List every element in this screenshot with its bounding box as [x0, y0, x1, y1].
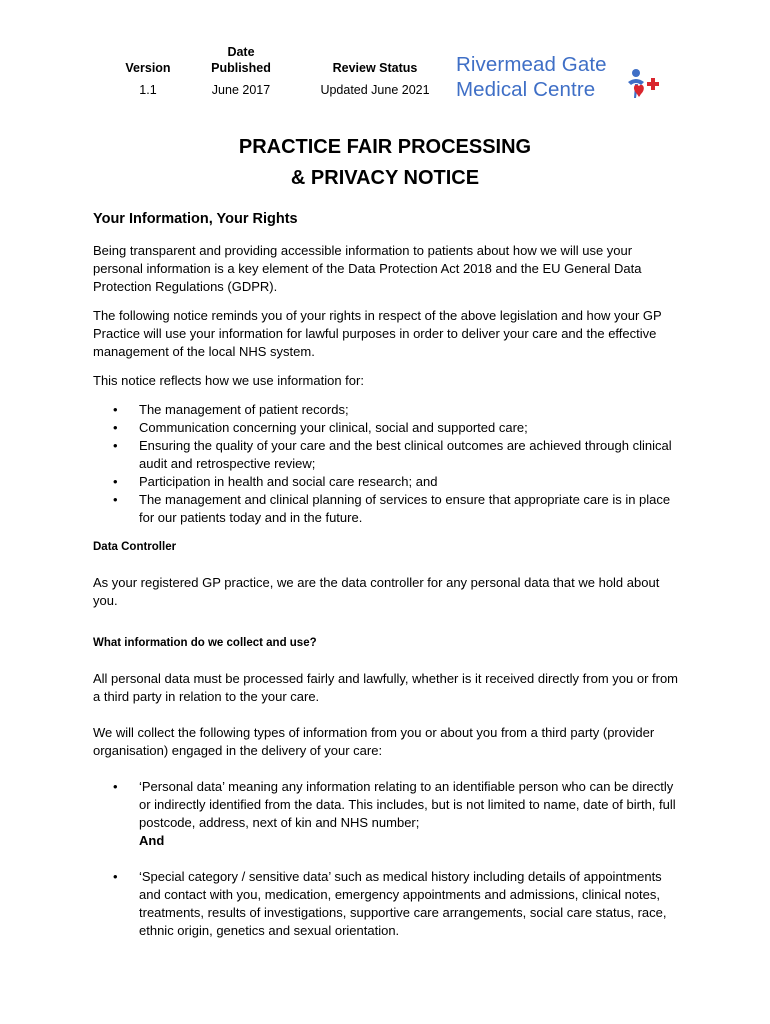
section-heading-collect: What information do we collect and use?	[93, 637, 317, 649]
list-item: • The management and clinical planning of services to ensure that appropriate care is in place for our patients today and in the future.	[113, 491, 683, 527]
paragraph-types: We will collect the following types of information from you or about you from a third party (provider organisation) engaged in the delivery of your care:	[93, 725, 655, 758]
section-heading-rights: Your Information, Your Rights	[93, 211, 298, 227]
logo-line1: Rivermead Gate	[456, 53, 607, 76]
review-status-column	[300, 60, 450, 98]
data-types-list	[113, 778, 683, 940]
paragraph-lawful: All personal data must be processed fairly and lawfully, whether is it received directly from you or from a third party in relation to the your care.	[93, 671, 679, 704]
page-title	[0, 132, 770, 194]
list-item: • ‘Special category / sensitive data’ such as medical history including details of appointments and contact with you, medication, emergency appointments and admissions, clinical notes, treatments, results of investigations, supportive care arrangements, social care status, race, ethnic origin, genetics and sexual orientation.	[113, 868, 683, 940]
date-published-column	[196, 44, 286, 98]
review-value: Updated June 2021	[320, 83, 430, 97]
document-body	[93, 210, 683, 958]
date-value: June 2017	[211, 83, 271, 97]
person-heart-icon	[627, 68, 673, 104]
list-item: • The management of patient records;	[113, 401, 683, 419]
list-item: • Participation in health and social care research; and	[113, 473, 683, 491]
date-label-line2: Published	[211, 61, 271, 75]
title-line2: & PRIVACY NOTICE	[290, 167, 480, 189]
paragraph-data-controller: As your registered GP practice, we are the data controller for any personal data that we hold about you.	[93, 575, 660, 608]
paragraph-reflects: This notice reflects how we use information for:	[93, 373, 364, 388]
list-item	[113, 778, 683, 850]
review-label: Review Status	[332, 61, 418, 75]
and-label: And	[139, 833, 165, 848]
list-item: • Communication concerning your clinical, social and supported care;	[113, 419, 683, 437]
list-item: • Ensuring the quality of your care and the best clinical outcomes are achieved through clinical audit and retrospective review;	[113, 437, 683, 473]
paragraph-transparency: Being transparent and providing accessible information to patients about how we will use your personal information is a key element of the Data Protection Act 2018 and the EU General Data Protection Regulations (GDPR).	[93, 243, 642, 294]
uses-list	[113, 401, 683, 527]
logo-line2: Medical Centre	[456, 78, 596, 101]
version-column	[108, 60, 188, 98]
version-value: 1.1	[139, 83, 157, 97]
title-line1: PRACTICE FAIR PROCESSING	[238, 136, 532, 158]
section-heading-data-controller: Data Controller	[93, 541, 177, 553]
date-label-line1: Date	[227, 45, 255, 59]
paragraph-notice: The following notice reminds you of your rights in respect of the above legislation and how your GP Practice will use your information for lawful purposes in order to deliver your care and the effective management of the local NHS system.	[93, 308, 662, 359]
version-label: Version	[125, 61, 171, 75]
practice-logo	[456, 52, 676, 106]
personal-data-text: ‘Personal data’ meaning any information relating to an identifiable person who can be directly or indirectly identified from the data. This includes, but is not limited to name, date of birth, full postcode, address, next of kin and NHS number;	[139, 779, 676, 830]
